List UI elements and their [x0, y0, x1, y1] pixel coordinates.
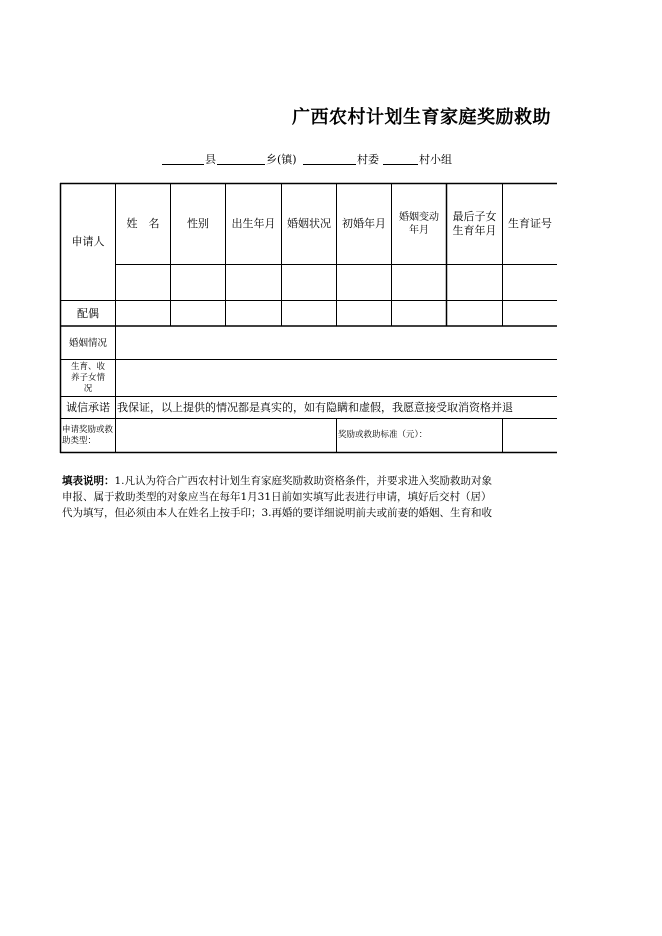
- marriage-info-field[interactable]: [116, 327, 557, 359]
- children-label-text: 生育、收养子女情况: [70, 361, 105, 394]
- instructions-text-1: 1.凡认为符合广西农村计划生育家庭奖励救助资格条件，并要求进入奖励救助对象: [114, 475, 493, 487]
- county-label: 县: [205, 153, 216, 166]
- applicant-first-marriage-cell[interactable]: [337, 265, 391, 300]
- instructions-line-3: 代为填写，但必须由本人在姓名上按手印；3.再婚的要详细说明前夫或前妻的婚姻、生育和收: [62, 507, 493, 519]
- marriage-info-label: 婚姻情况: [68, 337, 107, 349]
- applicant-marital-cell[interactable]: [282, 265, 336, 300]
- instructions-line-1: [62, 473, 492, 489]
- village-group-label: 村小组: [419, 153, 452, 166]
- apply-type-label-text: 申请奖励或救助类型：: [62, 424, 114, 446]
- applicant-label: 申请人: [71, 235, 105, 248]
- township-label: 乡(镇): [266, 153, 297, 166]
- form-title: 广西农村计划生育家庭奖励救助: [292, 107, 551, 128]
- village-committee-blank[interactable]: [303, 164, 356, 165]
- header-marriage-change-text: 婚姻变动年月: [399, 212, 439, 236]
- applicant-marriage-change-cell[interactable]: [392, 265, 446, 300]
- standard-field[interactable]: [503, 419, 557, 452]
- header-gender: 性别: [187, 217, 209, 230]
- apply-type-label: [61, 419, 115, 452]
- header-marital-status: 婚姻状况: [287, 217, 331, 230]
- header-first-marriage: 初婚年月: [342, 217, 386, 230]
- instructions-line-2: 申报、属于救助类型的对象应当在每年1月31日前如实填写此表进行申请，填好后交村（居）: [62, 491, 492, 503]
- applicant-gender-cell[interactable]: [171, 265, 225, 300]
- children-field[interactable]: [116, 360, 557, 396]
- applicant-birth-cell[interactable]: [226, 265, 281, 300]
- apply-type-field[interactable]: [116, 419, 336, 452]
- county-blank[interactable]: [162, 164, 204, 165]
- applicant-name-cell[interactable]: [116, 265, 170, 300]
- header-last-child-text: 最后子女生育年月: [452, 210, 497, 237]
- pledge-label: 诚信承诺: [66, 400, 110, 414]
- instructions-heading: 填表说明：: [62, 475, 115, 487]
- header-birth: 出生年月: [231, 217, 276, 230]
- children-label: [61, 360, 115, 396]
- header-marriage-change: [392, 184, 446, 264]
- header-birth-cert: 生育证号: [508, 217, 552, 230]
- pledge-text: 我保证，以上提供的情况都是真实的，如有隐瞒和虚假，我愿意接受取消资格并退: [117, 400, 513, 414]
- standard-label: 奖励或救助标准（元）：: [338, 430, 428, 440]
- applicant-birth-cert-cell[interactable]: [503, 265, 557, 300]
- village-committee-label: 村委: [357, 153, 379, 166]
- spouse-label: 配偶: [77, 306, 99, 320]
- applicant-last-child-cell[interactable]: [447, 265, 502, 300]
- fill-instructions: [62, 473, 492, 521]
- township-blank[interactable]: [217, 164, 265, 165]
- header-name: 姓 名: [126, 217, 160, 230]
- header-last-child: [447, 184, 502, 264]
- village-group-blank[interactable]: [383, 164, 418, 165]
